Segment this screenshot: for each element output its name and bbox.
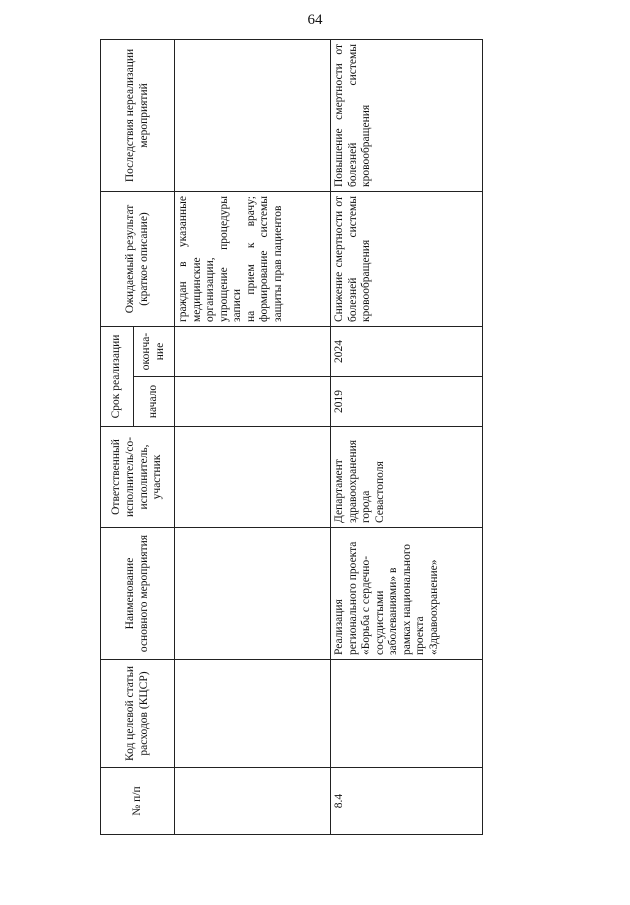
header-kcsr: Код целевой статьи расходов (КЦСР) xyxy=(101,660,175,768)
header-consequences: Последствия нереализации мероприятий xyxy=(101,40,175,192)
cell-kcsr xyxy=(331,660,483,768)
result-line: граждан в указанные xyxy=(177,196,189,322)
header-num: № п/п xyxy=(101,768,175,835)
rotated-table-container xyxy=(100,40,470,835)
cell-num xyxy=(175,768,331,835)
cell-consequences xyxy=(175,40,331,192)
cell-result: Снижение смертности от болезней системы кровообращения xyxy=(331,192,483,327)
program-measures-table xyxy=(100,39,483,835)
cell-consequences: Повышение смертности от болезней системы кровообращения xyxy=(331,40,483,192)
cell-name: Реализация регионального проекта «Борьба с сердечно-сосудистыми заболеваниями» в рамках национального проекта «Здравоохранение» xyxy=(331,528,483,660)
result-line: упрощение процедуры записи xyxy=(217,196,244,322)
cell-start xyxy=(175,377,331,427)
cell-num: 8.4 xyxy=(331,768,483,835)
cell-result xyxy=(175,192,331,327)
header-result: Ожидаемый результат (краткое описание) xyxy=(101,192,175,327)
header-name: Наименование основного мероприятия xyxy=(101,528,175,660)
cell-end: 2024 xyxy=(331,327,483,377)
cell-start: 2019 xyxy=(331,377,483,427)
result-line: на прием к врачу; xyxy=(244,196,257,322)
header-term: Срок реализации xyxy=(101,327,134,427)
header-row-1 xyxy=(101,40,134,835)
table-row xyxy=(175,40,331,835)
cell-end xyxy=(175,327,331,377)
cell-responsible: Департамент здравоохранения города Севастополя xyxy=(331,427,483,528)
header-term-end: оконча-ние xyxy=(134,327,175,377)
table-row xyxy=(331,40,483,835)
header-term-start: начало xyxy=(134,377,175,427)
result-line: формирование системы xyxy=(258,196,271,322)
cell-kcsr xyxy=(175,660,331,768)
cell-responsible xyxy=(175,427,331,528)
header-responsible: Ответственный исполнитель/со-исполнитель, участник xyxy=(101,427,175,528)
cell-name xyxy=(175,528,331,660)
page-number: 64 xyxy=(307,12,323,28)
result-line: защиты прав пациентов xyxy=(271,205,284,322)
result-line: медицинские организации, xyxy=(190,257,217,322)
